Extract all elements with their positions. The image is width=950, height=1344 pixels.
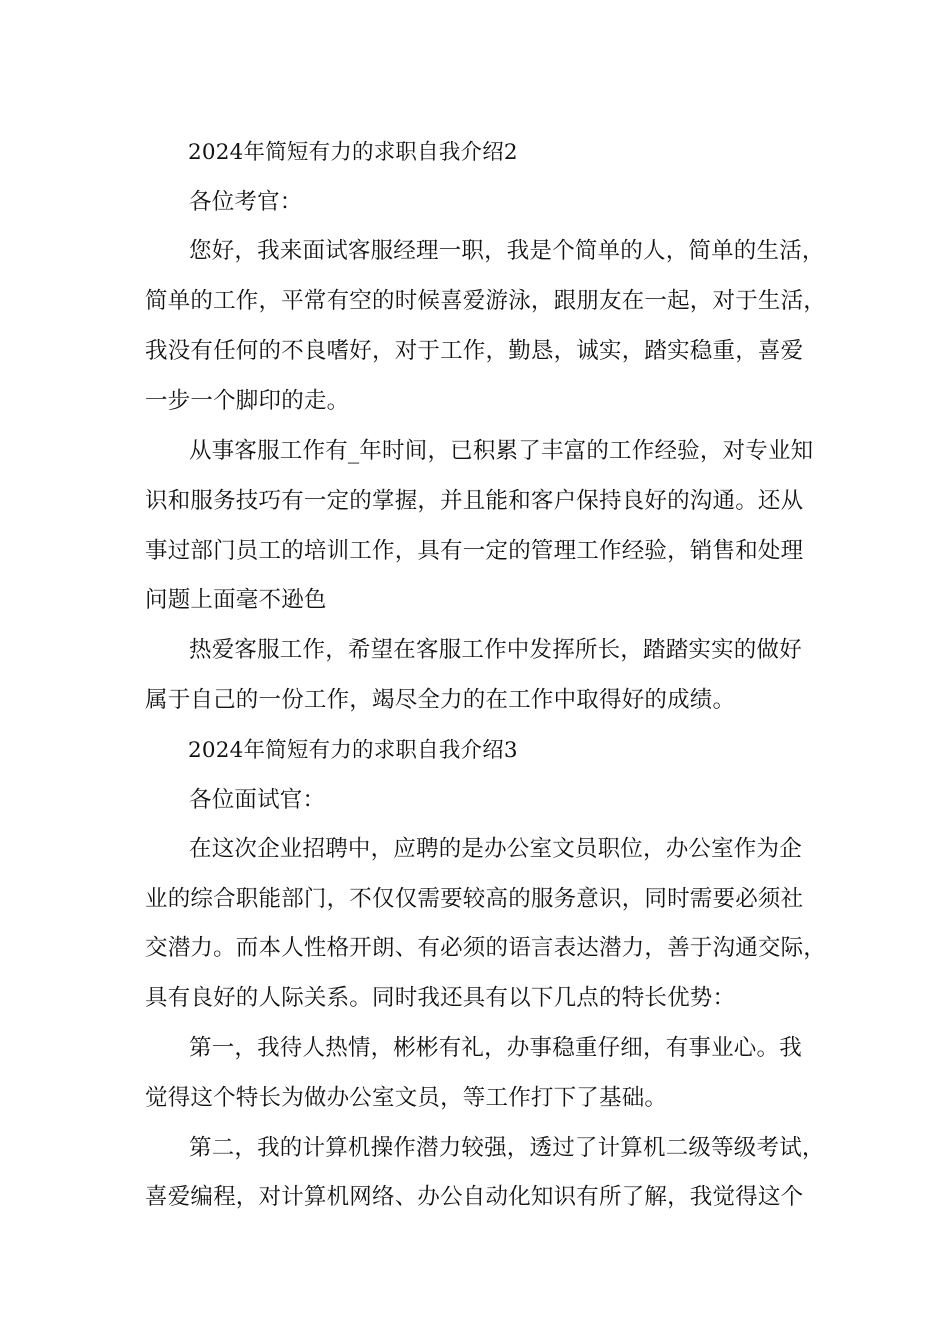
- paragraph-line: 您好，我来面试客服经理一职，我是个简单的人，简单的生活，: [189, 238, 825, 264]
- greeting-2: 各位考官：: [189, 189, 303, 215]
- paragraph-line: 在这次企业招聘中，应聘的是办公室文员职位，办公室作为企: [189, 836, 802, 862]
- section-heading-3: 2024年简短有力的求职自我介绍3: [188, 738, 518, 763]
- section-heading-2: 2024年简短有力的求职自我介绍2: [188, 140, 518, 165]
- paragraph-line: 具有良好的人际关系。同时我还具有以下几点的特长优势：: [145, 985, 736, 1011]
- paragraph-line: 业的综合职能部门，不仅仅需要较高的服务意识，同时需要必须社: [145, 886, 804, 912]
- paragraph-line: 我没有任何的不良嗜好，对于工作，勤恳，诚实，踏实稳重，喜爱: [145, 338, 804, 364]
- paragraph-line: 觉得这个特长为做办公室文员，等工作打下了基础。: [145, 1085, 668, 1111]
- paragraph-line: 交潜力。而本人性格开朗、有必须的语言表达潜力，善于沟通交际，: [145, 935, 827, 961]
- paragraph-line: 识和服务技巧有一定的掌握，并且能和客户保持良好的沟通。还从: [145, 488, 804, 514]
- paragraph-line: 喜爱编程，对计算机网络、办公自动化知识有所了解，我觉得这个: [145, 1184, 804, 1210]
- paragraph-line: 第一，我待人热情，彬彬有礼，办事稳重仔细，有事业心。我: [189, 1035, 802, 1061]
- paragraph-line: 热爱客服工作，希望在客服工作中发挥所长，踏踏实实的做好: [189, 637, 802, 663]
- paragraph-line: 事过部门员工的培训工作，具有一定的管理工作经验，销售和处理: [145, 538, 804, 564]
- paragraph-line: 问题上面毫不逊色: [145, 587, 327, 613]
- paragraph-line: 属于自己的一份工作，竭尽全力的在工作中取得好的成绩。: [145, 687, 736, 713]
- paragraph-line: 简单的工作，平常有空的时候喜爱游泳，跟朋友在一起，对于生活，: [145, 288, 827, 314]
- paragraph-line: 第二，我的计算机操作潜力较强，透过了计算机二级等级考试，: [189, 1135, 825, 1161]
- paragraph-line: 一步一个脚印的走。: [145, 388, 350, 414]
- paragraph-line: 从事客服工作有_年时间，已积累了丰富的工作经验，对专业知: [189, 438, 814, 464]
- greeting-3: 各位面试官：: [189, 787, 326, 813]
